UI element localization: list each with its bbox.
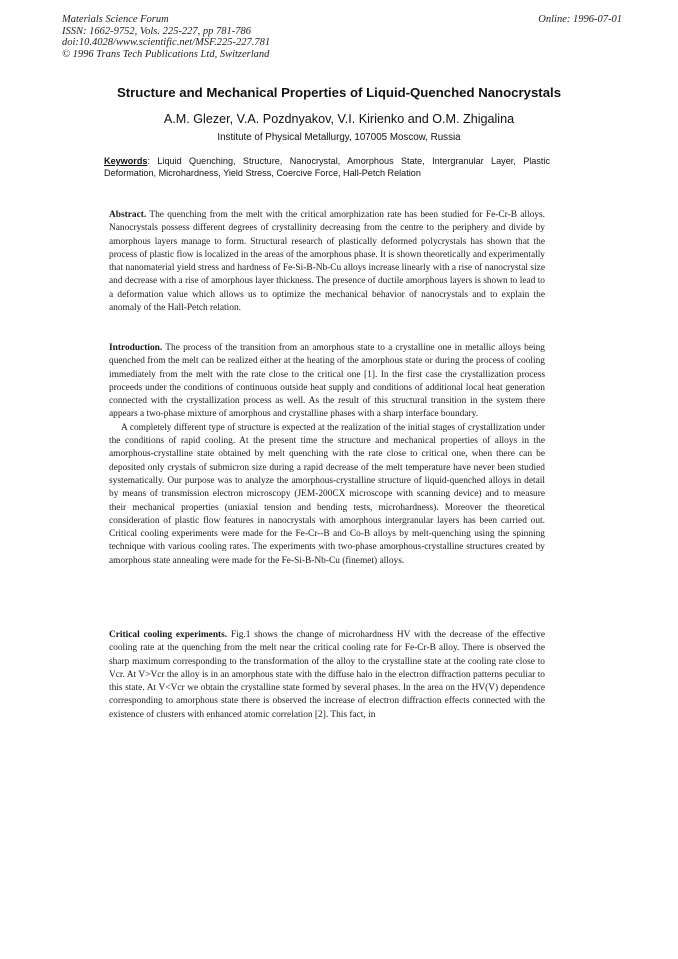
keywords-text: Liquid Quenching, Structure, Nanocrystal, Amorphous State, Intergranular Layer, Plastic Deformation, Microhardness, Yield Stress, Coercive Force, Hall-Petch Relation [104,156,550,178]
abstract-label: Abstract. [109,210,147,220]
journal-header [62,14,622,60]
critical-cooling-label: Critical cooling experiments. [109,630,228,640]
doi-line: doi:10.4028/www.scientific.net/MSF.225-227.781 [62,37,271,49]
journal-name: Materials Science Forum [62,14,169,25]
paper-affiliation: Institute of Physical Metallurgy, 107005 Moscow, Russia [217,132,461,143]
introduction-paragraph-1: The process of the transition from an amorphous state to a crystalline one in metallic alloys being quenched from the melt can be realized either at the heating of the amorphous state or during the process of cooling immediately from the melt with the rate close to the critical one [1]. In the first case the crystallization process proceeds under the conditions of continuous outside heat supply and conditions of additional local heat generation connected with the crystallization process as well. As the result of this structural transition in the system there appears a two-phase mixture of amorphous and crystalline phases with a sharp interface boundary. [109,343,545,420]
issn-line: ISSN: 1662-9752, Vols. 225-227, pp 781-786 [62,25,251,37]
keywords-label: Keywords [104,156,148,166]
abstract-section [109,209,545,315]
introduction-label: Introduction. [109,343,163,353]
introduction-section [109,342,545,568]
abstract-text: The quenching from the melt with the critical amorphization rate has been studied for Fe-Cr-B alloys. Nanocrystals possess different degrees of crystallinity decreasing from the centre to the periphery and divide by amorphous layers manage to form. Structural research of plastically deformed polycrystals has shown that the process of plastic flow is localized in the areas of the amorphous phase. It is shown theoretically and experimentally that nanomaterial yield stress and hardness of Fe-Si-B-Nb-Cu alloys increase linearly with a rise of nanocrystal size and decrease with a rise of amorphous layer thickness. The presence of ductile amorphous layers is shown to lead to a deformation value which allows us to optimize the mechanical behavior of nanocrystals and to explain the anomaly of the Hall-Petch relation. [109,210,545,314]
introduction-paragraph-2: A completely different type of structure is expected at the realization of the initial stages of crystallization under the conditions of rapid cooling. At the present time the structure and mechanical properties of alloys in the amorphous-crystalline state obtained by melt quenching with the rate close to critical one, when there can be deposited only crystals of submicron size during a rapid decrease of the melt temperature have never been studied systematically. Our purpose was to analyze the amorphous-crystalline structure of liquid-quenched alloys in detail by means of transmission electron microscopy (JEM-200CX microscope with scanning device) and to measure their mechanical properties (uniaxial tension and bending tests, microhardness). Moreover the theoretical consideration of plastic flow features in nanocrystals with amorphous intergranular layers has been carried out. Critical cooling experiments were made for the Fe-Cr--B and Co-B alloys by melt-quenching using the spinning technique with various cooling rates. The experiments with two-phase amorphous-crystalline structures created by amorphous state annealing were made for the Fe-Si-B-Nb-Cu (finemet) alloys. [109,422,545,566]
critical-cooling-section [109,629,545,722]
keywords-block: Keywords: Liquid Quenching, Structure, Nanocrystal, Amorphous State, Intergranular Layer, Plastic Deformation, Microhardness, Yield Stress, Coercive Force, Hall-Petch Relation [104,156,550,178]
critical-cooling-text: Fig.1 shows the change of microhardness HV with the decrease of the effective cooling rate at the quenching from the melt near the critical cooling rate for Fe-Cr-B alloy. There is observed the sharp maximum corresponding to the transformation of the alloy to the crystalline state at the cooling rate close to Vcr. At V>Vcr the alloy is in an amorphous state with the diffuse halo in the electron diffraction patterns peculiar to this state. At V<Vcr we obtain the crystalline state formed by several phases. In the area on the HV(V) dependence corresponding to amorphous state there is observed the increase of electron diffraction effects connected with the existence of clusters with enhanced atomic correlation [2]. This fact, in [109,630,545,720]
paper-title: Structure and Mechanical Properties of Liquid-Quenched Nanocrystals [116,85,562,100]
paper-authors: A.M. Glezer, V.A. Pozdnyakov, V.I. Kirienko and O.M. Zhigalina [163,112,515,126]
online-date: Online: 1996-07-01 [538,14,622,25]
copyright-line: © 1996 Trans Tech Publications Ltd, Switzerland [62,48,270,60]
